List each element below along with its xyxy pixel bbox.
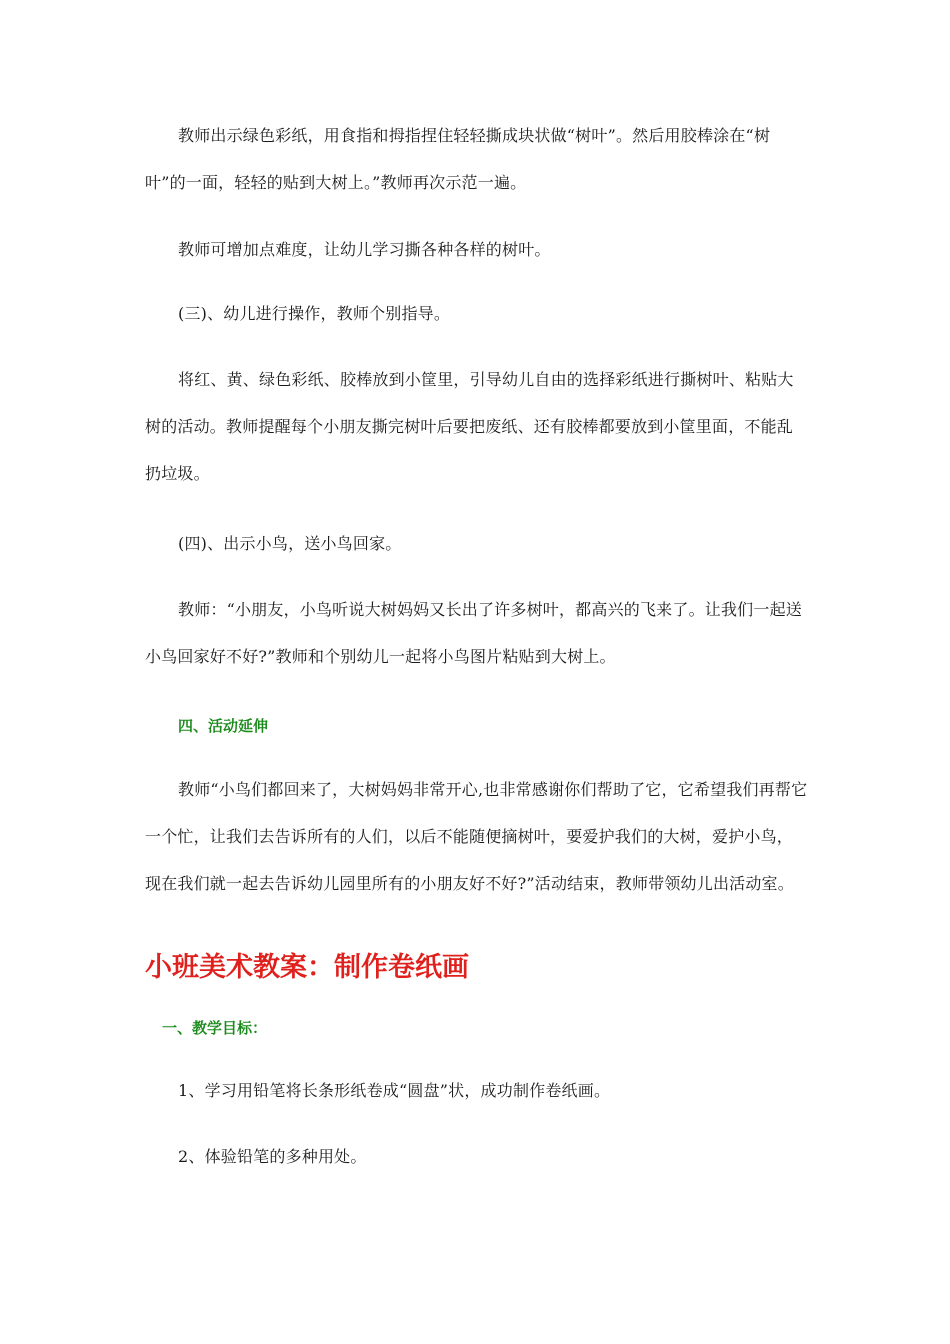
paragraph-bird-home: 教师：“小朋友，小鸟听说大树妈妈又长出了许多树叶，都高兴的飞来了。让我们一起送小鸟回家好不好?”教师和个别幼儿一起将小鸟图片粘贴到大树上。 bbox=[145, 600, 802, 666]
paragraph-goal-two: 2、体验铅笔的多种用处。 bbox=[178, 1147, 367, 1166]
paragraph-difficulty: 教师可增加点难度，让幼儿学习撕各种各样的树叶。 bbox=[178, 240, 551, 259]
section-heading-extension: 四、活动延伸 bbox=[178, 717, 269, 735]
paragraph-step-three: (三)、幼儿进行操作，教师个别指导。 bbox=[178, 304, 451, 323]
paragraph-leaf-demo: 教师出示绿色彩纸，用食指和拇指捏住轻轻撕成块状做“树叶”。然后用胶棒涂在“树叶”的一面，轻轻的贴到大树上。”教师再次示范一遍。 bbox=[145, 126, 771, 192]
paragraph-step-four: (四)、出示小鸟，送小鸟回家。 bbox=[178, 534, 402, 553]
paragraph-materials: 将红、黄、绿色彩纸、胶棒放到小筐里，引导幼儿自由的选择彩纸进行撕树叶、粘贴大树的活动。教师提醒每个小朋友撕完树叶后要把废纸、还有胶棒都要放到小筐里面，不能乱扔垃圾。 bbox=[145, 370, 794, 483]
paragraph-goal-one: 1、学习用铅笔将长条形纸卷成“圆盘”状，成功制作卷纸画。 bbox=[178, 1081, 611, 1100]
section-heading-goals: 一、教学目标： bbox=[162, 1019, 268, 1037]
paragraph-extension: 教师“小鸟们都回来了，大树妈妈非常开心,也非常感谢你们帮助了它，它希望我们再帮它一个忙，让我们去告诉所有的人们，以后不能随便摘树叶，要爱护我们的大树，爱护小鸟，现在我们就一起去告诉幼儿园里所有的小朋友好不好?”活动结束，教师带领幼儿出活动室。 bbox=[145, 780, 808, 893]
lesson-title: 小班美术教案：制作卷纸画 bbox=[145, 952, 469, 983]
